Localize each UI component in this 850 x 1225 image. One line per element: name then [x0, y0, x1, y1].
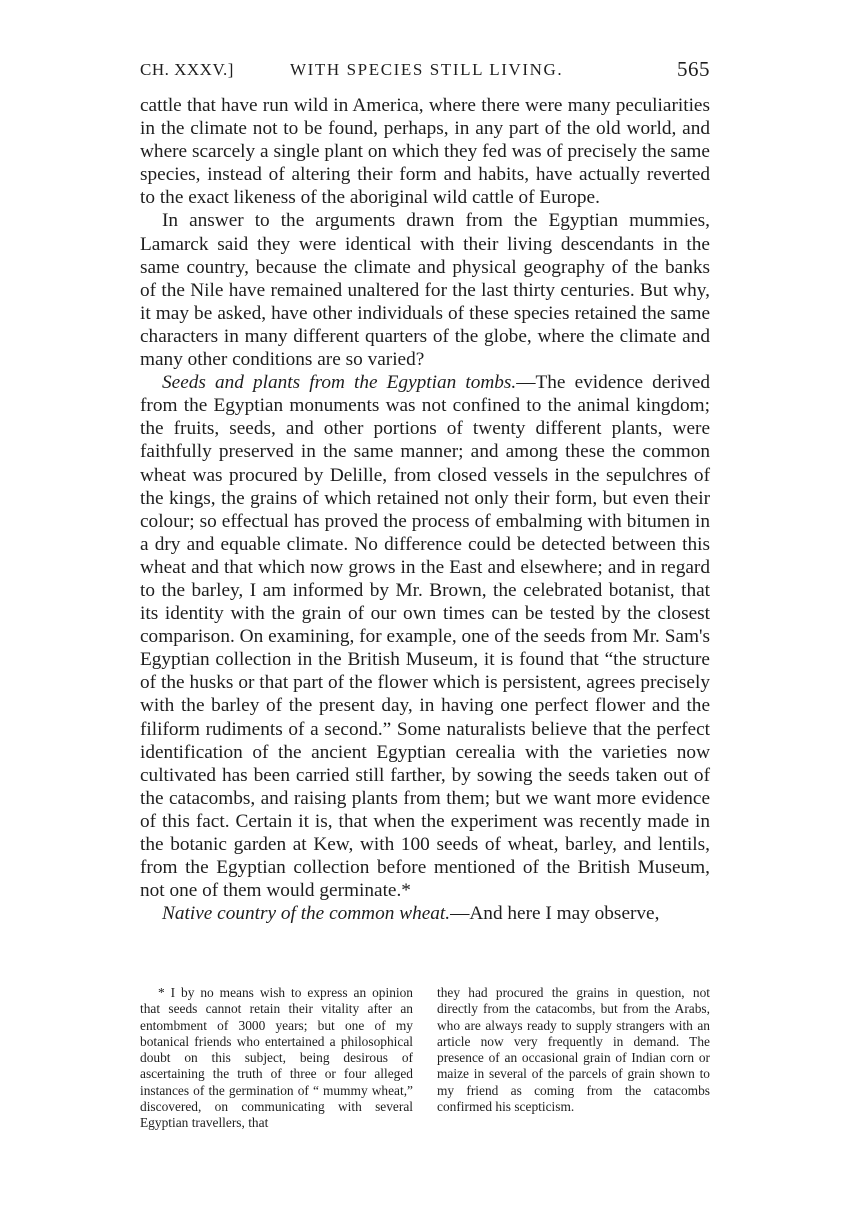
paragraph-lamarck: In answer to the arguments drawn from the Egyptian mummies, Lamarck said they were identical with their living descendants in the same country, because the climate and physical geography of the banks of the Nile have remained unaltered for the last thirty centuries. But why, it may be asked, have other individuals of these species retained the same characters in many different quarters of the globe, where the climate and many other conditions are so varied?: [140, 210, 710, 371]
paragraph-native-wheat: [140, 902, 710, 925]
running-title: WITH SPECIES STILL LIVING.: [290, 60, 564, 79]
main-text: [140, 94, 710, 925]
running-header: [140, 57, 710, 88]
paragraph-continuation: cattle that have run wild in America, where there were many peculiarities in the climate not to be found, perhaps, in any part of the old world, and where scarcely a single plant on which they fed was of precisely the same species, instead of altering their form and habits, have actually reverted to the exact likeness of the aboriginal wild cattle of Europe.: [140, 95, 710, 209]
footnote-column-right: they had procured the grains in question, not directly from the catacombs, but from the Arabs, who are always ready to supply strangers with an article now very frequently in demand. The presence of an occasional grain of Indian corn or maize in several of the parcels of grain shown to my friend as coming from the catacombs confirmed his scepticism.: [437, 985, 710, 1115]
section-heading-wheat: Native country of the common wheat.: [162, 903, 451, 925]
paragraph-text: —And here I may observe,: [450, 903, 660, 925]
page-number: 565: [677, 57, 710, 81]
paragraph-egyptian-seeds: [140, 371, 710, 902]
chapter-label: CH. XXXV.]: [140, 60, 234, 79]
footnote-column-left: * I by no means wish to express an opinion that seeds cannot retain their vitality after an entombment of 3000 years; but one of my botanical friends who entertained a philosophical doubt on this subject, being desirous of ascertaining the truth of three or four alleged instances of the germination of “ mummy wheat,” discovered, on communicating with several Egyptian travellers, that: [140, 985, 413, 1131]
paragraph-text: —The evidence derived from the Egyptian monuments was not confined to the animal kingdom; the fruits, seeds, and other portions of twenty different plants, were faithfully preserved in the same manner; and among these the common wheat was procured by Delille, from closed vessels in the sepulchres of the kings, the grains of which retained not only their form, but even their colour; so effectual has proved the process of embalming with bitumen in a dry and equable climate. No difference could be detected between this wheat and that which now grows in the East and elsewhere; and in regard to the barley, I am informed by Mr. Brown, the celebrated botanist, that its identity with the grain of our own times can be tested by the closest comparison. On examining, for example, one of the seeds from Mr. Sam's Egyptian collection in the British Museum, it is found that “the structure of the husks or that part of the flower which is persistent, agrees precisely with the barley of the present day, in having one perfect flower and the filiform rudiments of a second.” Some naturalists believe that the perfect identification of the ancient Egyptian cerealia with the varieties now cultivated has been carried still farther, by sowing the seeds taken out of the catacombs, and raising plants from them; but we want more evidence of this fact. Certain it is, that when the experiment was recently made in the botanic garden at Kew, with 100 seeds of wheat, barley, and lentils, from the Egyptian collection before mentioned of the British Museum, not one of them would germinate.*: [140, 372, 710, 902]
footnote: [140, 985, 710, 1160]
section-heading-seeds: Seeds and plants from the Egyptian tombs.: [162, 372, 517, 394]
